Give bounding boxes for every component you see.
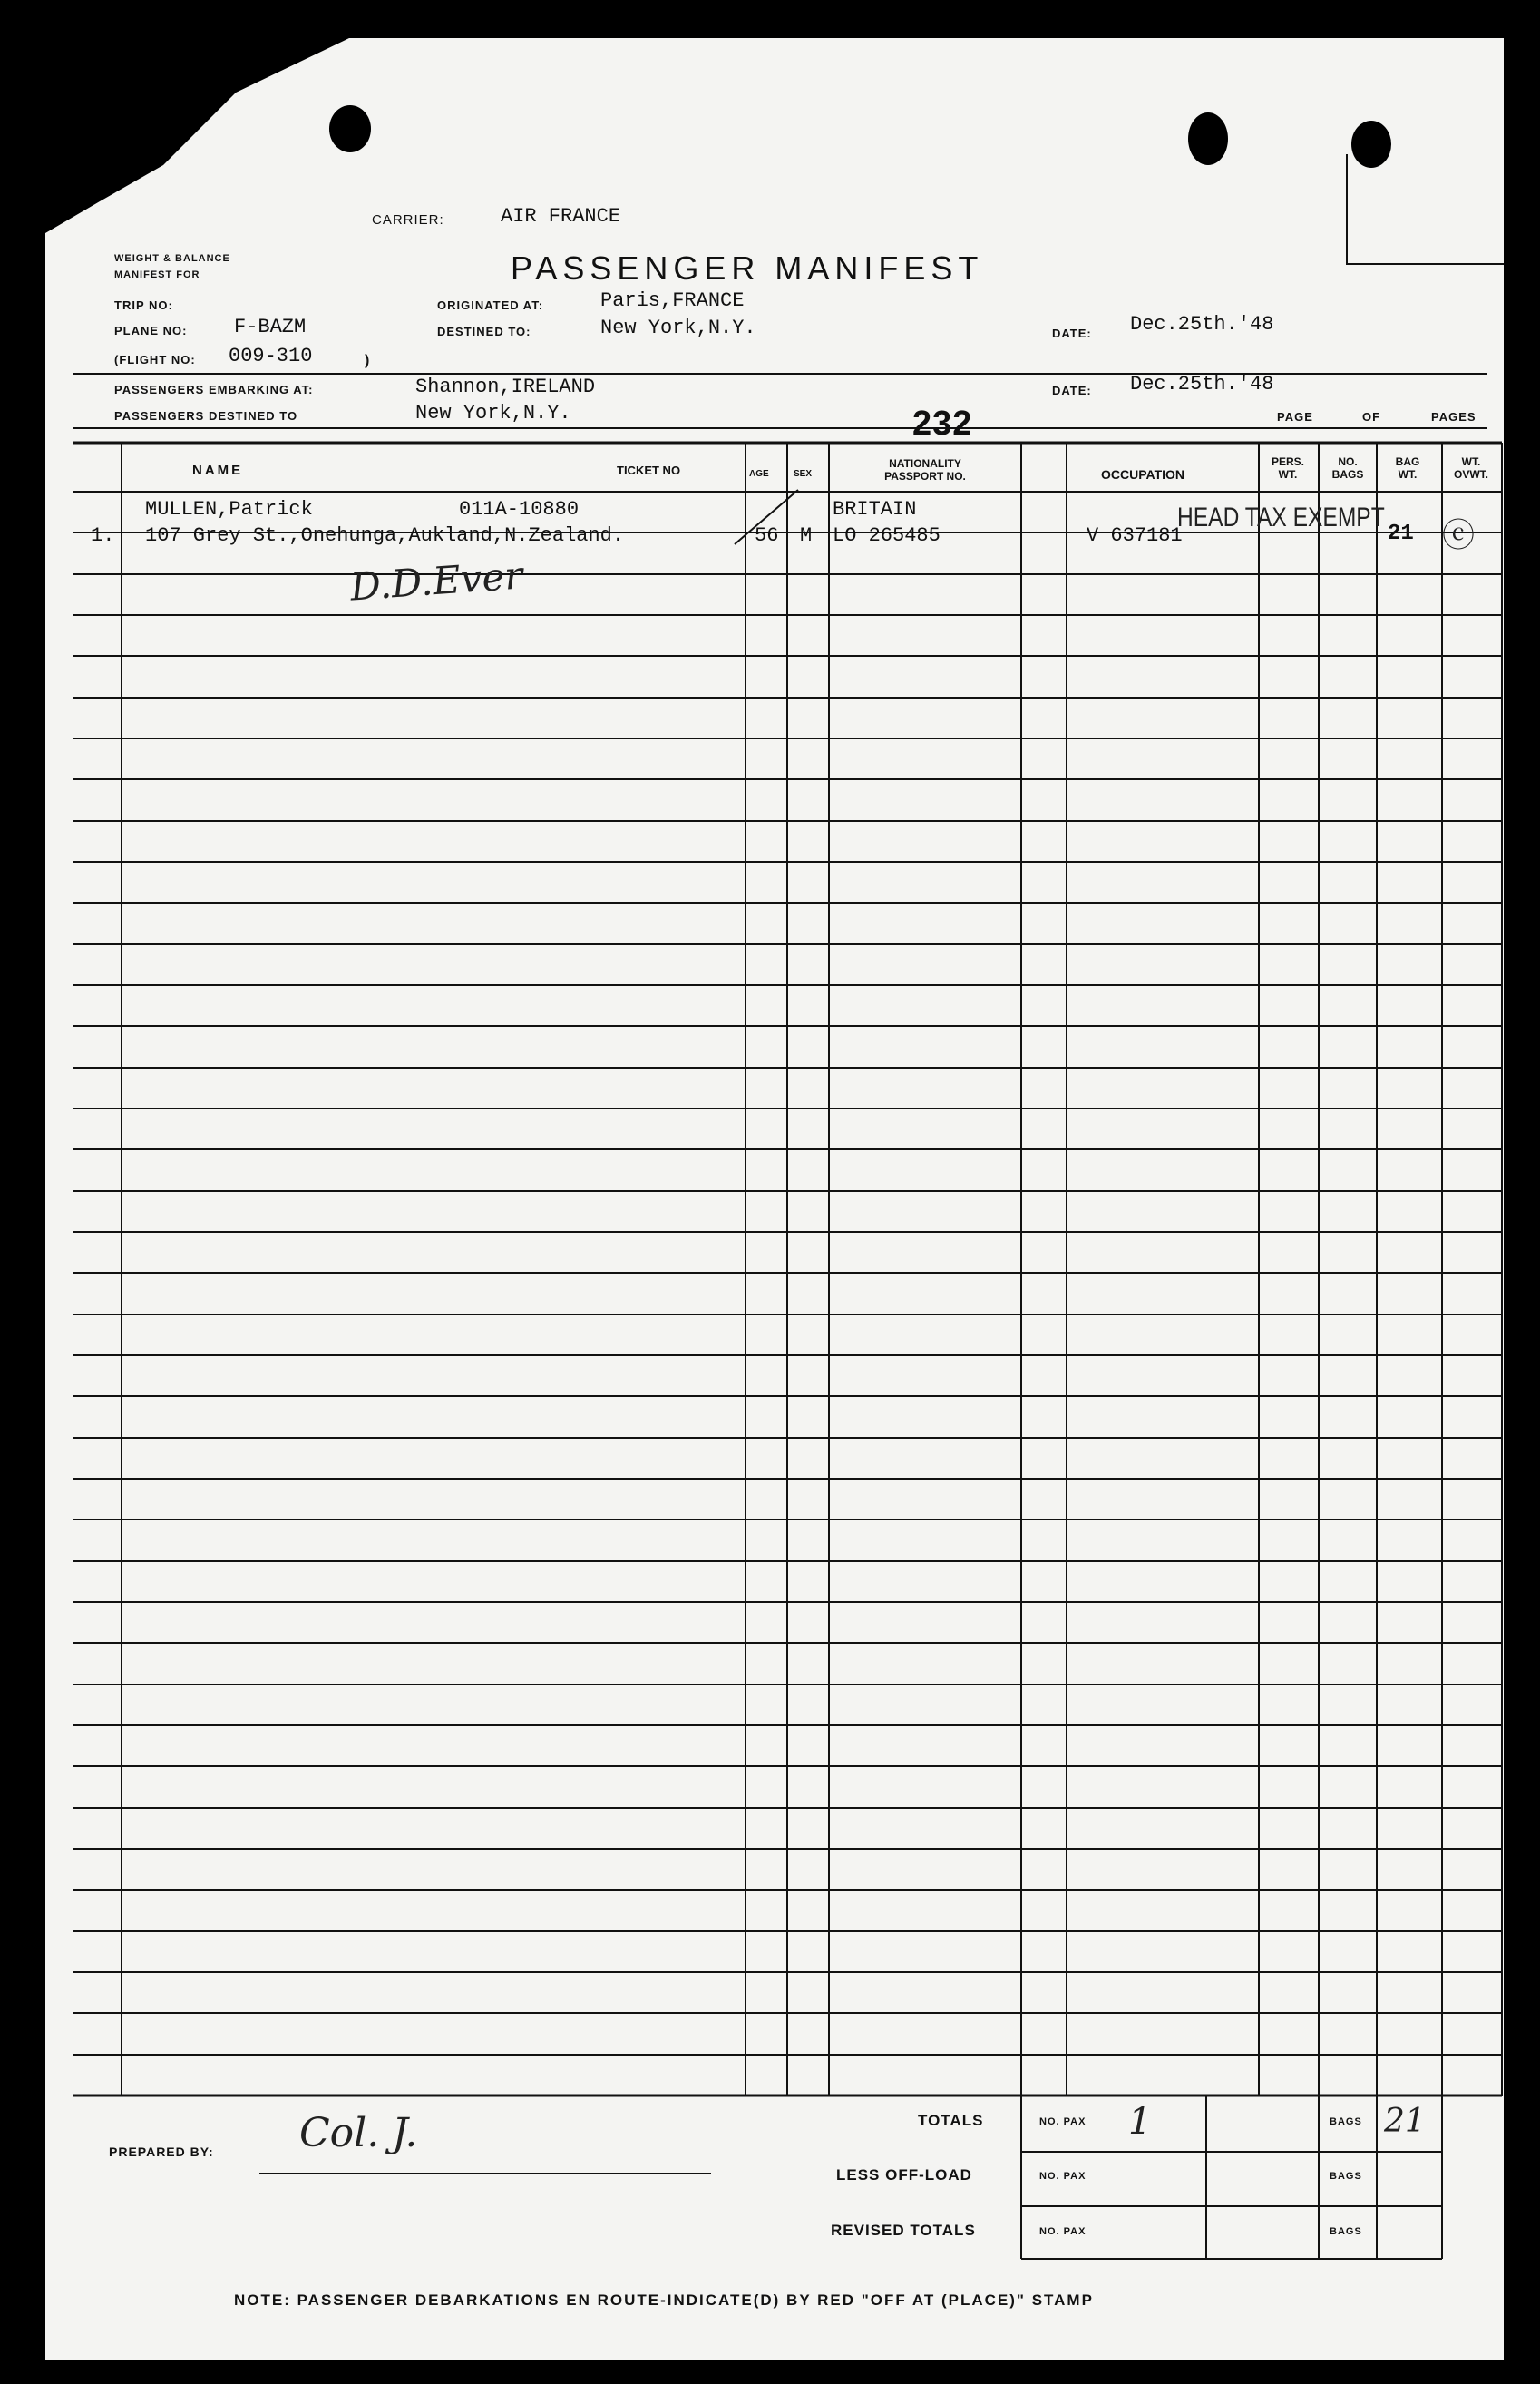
no-pax-label-offload: NO. PAX (1039, 2171, 1087, 2182)
date-value: Dec.25th.'48 (1130, 313, 1274, 336)
col-no-bags-line2: BAGS (1331, 468, 1364, 481)
circled-mark: ⓒ (1442, 517, 1476, 554)
flight-no-close: ) (365, 353, 371, 368)
embarking-value: Shannon,IRELAND (415, 376, 596, 398)
col-nationality-line1: NATIONALITY (889, 457, 961, 470)
plane-no-label: PLANE NO: (114, 324, 188, 337)
col-pers-wt-line1: PERS. (1271, 455, 1304, 468)
col-occupation: OCCUPATION (1101, 467, 1185, 482)
flight-no-label: (FLIGHT NO: (114, 353, 196, 366)
col-pers-wt (1259, 455, 1317, 481)
col-bag-wt-line2: WT. (1398, 468, 1418, 481)
passenger-age: 56 (755, 524, 779, 547)
passenger-address: 107 Grey St.,Onehunga,Aukland,N.Zealand. (145, 524, 625, 547)
page-title: PASSENGER MANIFEST (511, 249, 984, 287)
footer-note: NOTE: PASSENGER DEBARKATIONS EN ROUTE-INDICATE(D) BY RED "OFF AT (PLACE)" STAMP (234, 2291, 1094, 2309)
passenger-sex: M (800, 524, 813, 547)
row-number: 1. (91, 524, 115, 547)
passenger-ticket-no: 011A-10880 (459, 498, 580, 521)
originated-value: Paris,FRANCE (600, 289, 745, 312)
date-label: DATE: (1052, 327, 1092, 340)
form-label-line-1: WEIGHT & BALANCE (114, 253, 230, 264)
col-pers-wt-line2: WT. (1278, 468, 1298, 481)
bags-label-revised: BAGS (1330, 2226, 1362, 2237)
passenger-name: MULLEN,Patrick (145, 498, 313, 521)
col-wt-ovwt-line1: WT. (1461, 455, 1481, 468)
totals-pax-value: 1 (1128, 2101, 1152, 2143)
col-wt-ovwt (1442, 455, 1500, 481)
passenger-nationality: BRITAIN (833, 498, 917, 521)
bags-label-offload: BAGS (1330, 2171, 1362, 2182)
passenger-occupation-code: V 637181 (1087, 524, 1183, 547)
prepared-by-line (259, 2173, 711, 2174)
destined-label: DESTINED TO: (437, 325, 531, 338)
col-name: NAME (192, 463, 244, 478)
originated-label: ORIGINATED AT: (437, 298, 544, 312)
head-tax-annotation: HEAD TAX EXEMPT (1177, 503, 1385, 532)
col-sex: SEX (794, 469, 813, 479)
passenger-signature: D.D.Ever (348, 552, 524, 610)
plane-no-value: F-BAZM (234, 316, 307, 338)
col-age: AGE (749, 469, 769, 479)
col-bag-wt (1377, 455, 1438, 481)
form-label-line-2: MANIFEST FOR (114, 269, 200, 280)
col-nationality (834, 457, 1016, 483)
carrier-value: AIR FRANCE (501, 205, 621, 228)
flight-no-value: 009-310 (229, 345, 313, 367)
col-ticket: TICKET NO (617, 464, 681, 477)
passenger-passport-no: LO 265485 (833, 524, 941, 547)
destined-to-label: PASSENGERS DESTINED TO (114, 409, 298, 423)
col-bag-wt-line1: BAG (1395, 455, 1420, 468)
carrier-label: CARRIER: (372, 212, 444, 228)
page-label: PAGE (1277, 410, 1313, 424)
date2-label: DATE: (1052, 384, 1092, 397)
date2-value: Dec.25th.'48 (1130, 373, 1274, 396)
totals-bags-value: 21 (1384, 2103, 1426, 2140)
destined-to-value: New York,N.Y. (415, 402, 571, 425)
bags-label-totals: BAGS (1330, 2116, 1362, 2127)
prepared-by-label: PREPARED BY: (109, 2145, 214, 2159)
of-label: OF (1362, 410, 1381, 424)
totals-label: TOTALS (918, 2112, 984, 2129)
col-wt-ovwt-line2: OVWT. (1454, 468, 1488, 481)
col-no-bags-line1: NO. (1338, 455, 1358, 468)
embarking-label: PASSENGERS EMBARKING AT: (114, 383, 314, 396)
col-no-bags (1321, 455, 1375, 481)
stamp-number: 232 (912, 405, 973, 443)
trip-no-label: TRIP NO: (114, 298, 173, 312)
less-offload-label: LESS OFF-LOAD (836, 2166, 972, 2184)
passenger-bag-wt: 21 (1388, 522, 1414, 546)
destined-value: New York,N.Y. (600, 317, 756, 339)
prepared-by-signature: Col. J. (299, 2110, 418, 2156)
pages-label: PAGES (1431, 410, 1477, 424)
no-pax-label-revised: NO. PAX (1039, 2226, 1087, 2237)
revised-totals-label: REVISED TOTALS (831, 2222, 976, 2239)
col-nationality-line2: PASSPORT NO. (884, 470, 966, 483)
no-pax-label-totals: NO. PAX (1039, 2116, 1087, 2127)
